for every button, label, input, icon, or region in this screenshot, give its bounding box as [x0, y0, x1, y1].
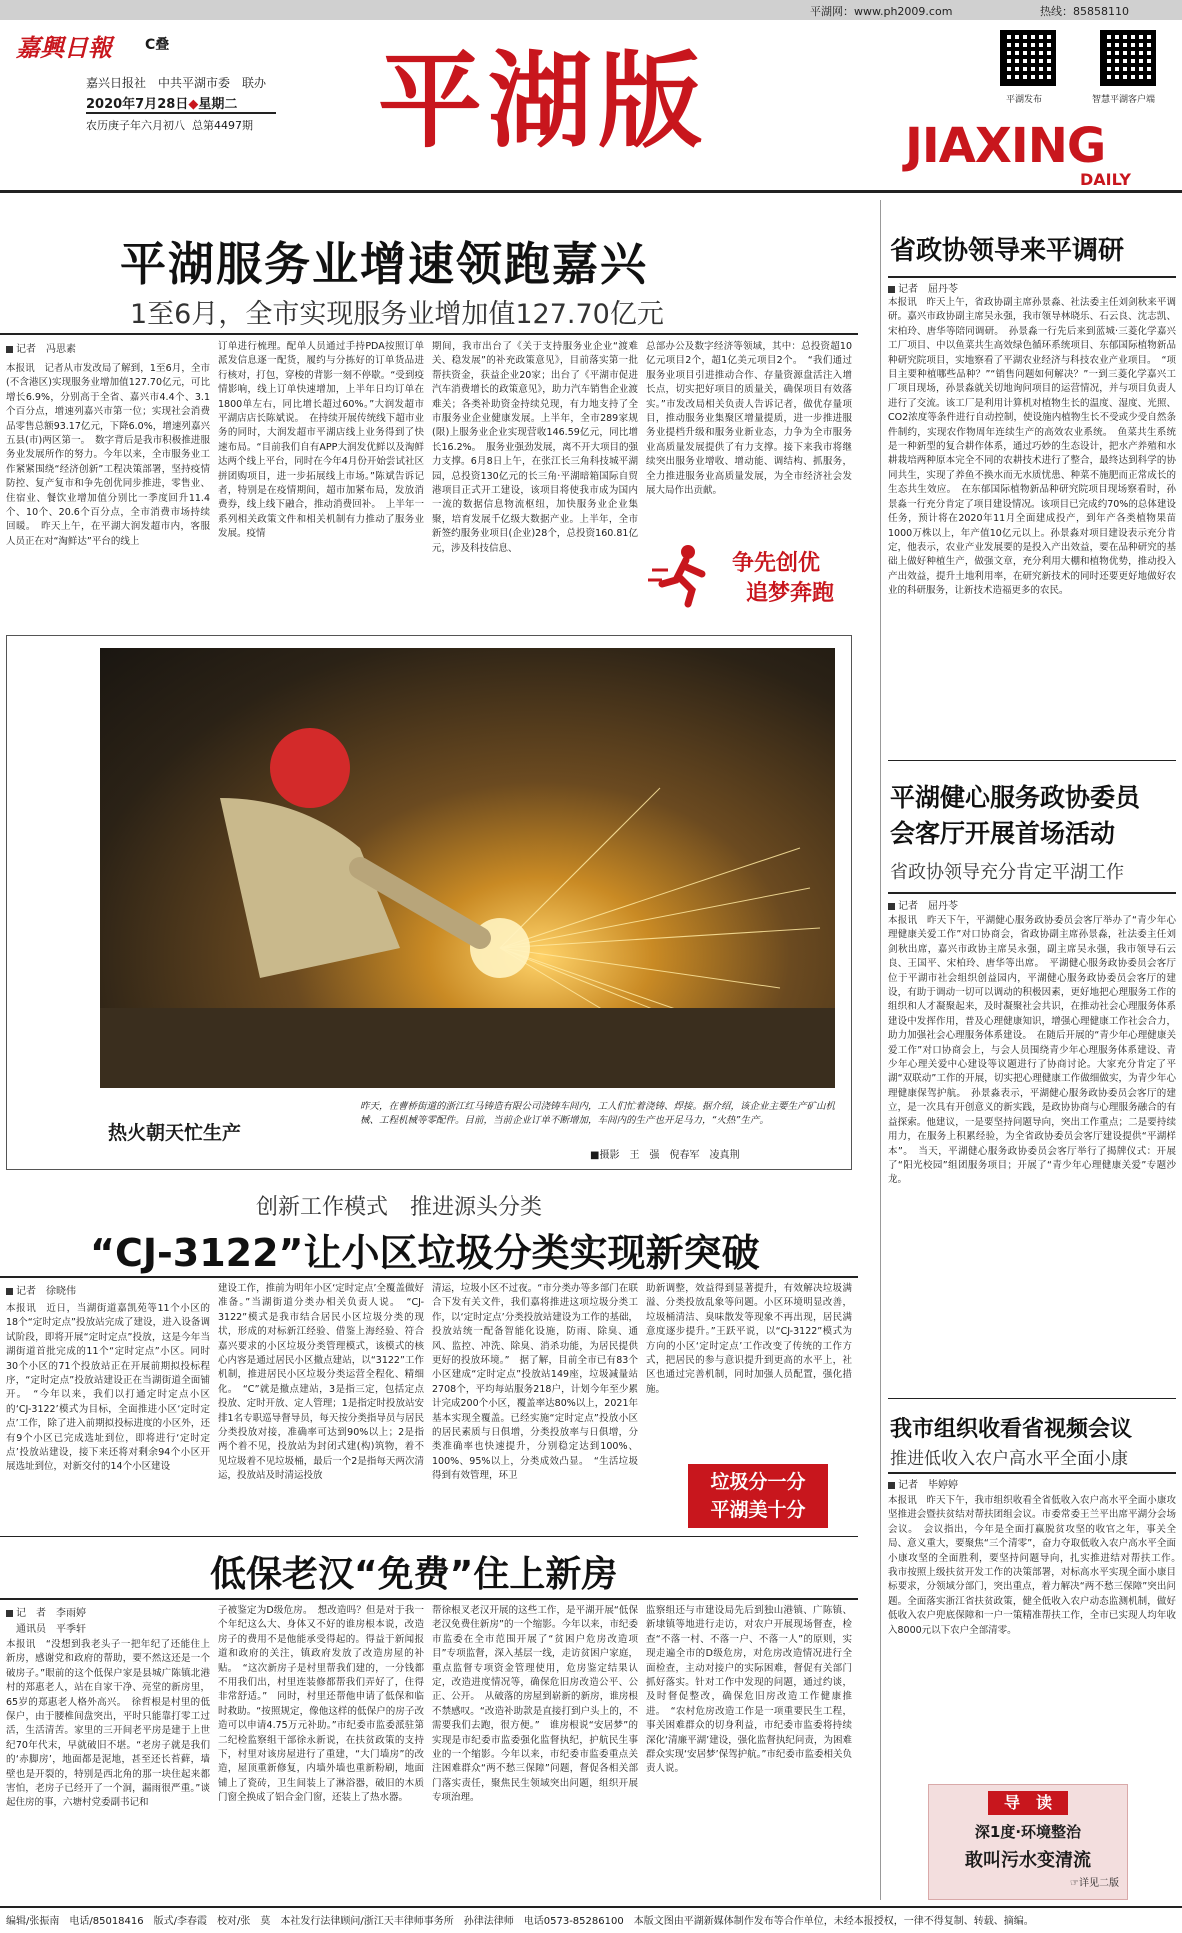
dibao-col-4: 监察组还与市建设局先后到独山港镇、广陈镇、新埭镇等地进行走访，对农户开展现场督查，检查“不落一村、不落一户、不落一人”的原则，实现走遍全市的D级危房，对危房改造情况进行全面检查，主动对接户的实际困难，督促有关部门抓好落实。针对工作中发现的问题，通过约谈，及时督促整改，确保危旧房改造工作健康推进。 “农村危房改造工作是一项重要民生工程，事关困难群众的切身利益，市纪委市监委将持续深化‘清廉平湖’建设，强化监督执纪问责，为困难群众实现‘安居梦’保驾护航。”市纪委市监委相关负责人说。 — [646, 1605, 852, 1775]
footer-text: 编辑/张振南 电话/85018416 版式/李春霞 校对/张 莫 本社发行法律顾问/浙江天丰律师事务所 孙律法律师 电话0573-85286100 本版文图由平湖新媒体制作发布等合作单位，未经本报授权，一律不得复制、转载、摘编。 — [6, 1916, 1034, 1927]
photo-foundry — [100, 648, 835, 1088]
dibao-byline-1: 记 者 李雨婷 — [6, 1604, 86, 1619]
s2-top-rule — [888, 760, 1176, 761]
s1-rule — [888, 276, 1176, 278]
s3-top-rule — [888, 1398, 1176, 1399]
s3-byline: 记者 毕婷婷 — [888, 1476, 958, 1491]
lead-col-2: 订单进行梳理。配单人员通过手持PDA按照订单派发信息逐一配货，履约与分拣好的订单货品进行核对，打包，穿梭的背影一刻不停歇。“受到疫情影响，线上订单快速增加，上半年日均订单在1800单左右，同比增长超过60%。”大润发超市平湖店店长陈斌说。 在持续开展传统线下超市业务的同时，大润发超市平湖店线上业务得到了快速布局。“目前我们自有APP大润发优鲜以及淘鲜达两个线上平台，同时在今年4月份开始尝试社区拼团购项目，进一步拓展线上市场。”陈斌告诉记者，特别是在疫情期间，超市加紧布局，发放消费券，线上线下融合，推动消费回补。 上半年一系列相关政策文件和相关机制有力推动了服务业发展。疫情 — [218, 341, 424, 540]
top-bar — [0, 0, 1182, 20]
guide-line-1: 深1度·环境整治 — [974, 1823, 1082, 1841]
s2-subheadline: 省政协领导充分肯定平湖工作 — [890, 862, 1124, 883]
s1-headline: 省政协领导来平调研 — [890, 236, 1125, 266]
dibao-headline: 低保老汉“免费”住上新房 — [210, 1554, 618, 1595]
photo-caption: 昨天，在曹桥街道的浙江红马铸造有限公司浇铸车间内，工人们忙着浇铸、焊接。据介绍，该企业主要生产矿山机械、工程机械等零配件。目前，当前企业订单不断增加，车间内的生产也开足马力，“火热”生产。 — [360, 1101, 836, 1126]
lead-col-3: 期间，我市出台了《关于支持服务业企业“渡难关、稳发展”的补充政策意见》，目前落实第一批帮扶资金，获益企业20家；出台了《平湖市促进汽车消费增长的政策意见》，助力汽车销售企业渡难关；各类补助资金持续兑现，有力地支持了全市服务业企业健康发展。上半年，全市289家规(限)上服务业企业实现营收146.59亿元，同比增长16.2%。 服务业强劲发展，离不开大项目的强力支撑。6月8日上午，在张江长三角科技城平湖园，总投资130亿元的长三角·平湖暗箱国际自贸港项目正式开工建设，该项目将使我市成为国内一流的数据信息物流枢纽，加快服务业企业集聚，培育发展千亿级大数据产业。上半年，全市新签约服务业项目(企业)28个，总投资160.81亿元，涉及科技信息、 — [432, 341, 638, 554]
s1-byline: 记者 屈丹苓 — [888, 280, 958, 295]
s2-body: 本报讯 昨天下午，平湖健心服务政协委员会客厅举办了“青少年心理健康关爱工作”对口协商会，省政协副主席孙景淼，社法委主任刘剑秋出席，嘉兴市政协主席吴永强，副主席吴永强，我市领导石云良、王国平、宋柏玲、唐华等出席。 平湖健心服务政协委员会客厅位于平湖市社会组织创益园内，平湖健心服务政协委员会客厅的建设，有助于调动一切可以调动的积极因素，更好地把心理服务工作的组织和人才凝聚起来，及时凝聚社会共识，在推动社会心理服务体系建设中发挥作用，普及心理健康知识，增强心理健康工作社会合力，助力加强社会心理服务体系建设。 在随后开展的“青少年心理健康关爱工作”对口协商会上，与会人员围绕青少年心理服务体系建设、青少年心理关爱中心建设等议题进行了协商讨论。大家充分肯定了平湖“双联动”工作的开展，切实把心理健康工作做细做实，为青少年心理健康保驾护航。 孙景淼表示，平湖健心服务政协委员会客厅的建立，是一次具有开创意义的新实践，是政协协商与心理服务融合的有益探索。他建议，一是要坚持问题导向，突出工作重点；二是要持续用力，在服务上积累经验，为全省政协委员会客厅建设提供“平湖样本”。 当天，平湖健心服务政协委员会客厅举行了揭牌仪式：开展了“阳光校园”组团服务项目；开展了“青少年心理健康关爱”专题沙龙。 — [888, 915, 1176, 1186]
photo-title: 热火朝天忙生产 — [108, 1122, 242, 1144]
s1-body: 本报讯 昨天上午，省政协副主席孙景淼、社法委主任刘剑秋来平调研。嘉兴市政协副主席吴永强，我市领导林晓乐、石云良、沈志凯、宋柏玲、唐华等陪同调研。 孙景淼一行先后来到蓝城·三菱化学嘉兴工厂项目、中以鱼菜共生高效绿色循环系统项目、东郁国际植物新品种研究院项目，实地察看了平湖农业经济与科技农业产业项目。 “项目主要种植哪些品种？”“销售问题如何解决？”一到三菱化学嘉兴工厂项目现场，孙景淼就关切地询问项目的运营情况，并与项目负责人进行了交流。该工厂是利用计算机对植物生长的温度、湿度、光照、CO2浓度等条件进行自动控制，使设施内植物生长不受或少受自然条件制约，实现农作物周年连续生产的高效农业系统。 鱼菜共生系统是一种新型的复合耕作体系，通过巧妙的生态设计，把水产养殖和水耕栽培两种原本完全不同的农耕技术进行了整合，最终达到科学的协同共生，实现了养鱼不换水而无水质忧患、种菜不施肥而正常成长的生态共生效应。 在东郁国际植物新品种研究院项目现场察看时，孙景淼一行充分肯定了项目建设情况。该项目已完成约70%的总体建设任务，预计将在2020年11月全面建成投产，到年产各类植物果苗1000万株以上，年产值10亿元以上。孙景淼对项目建设表示充分肯定，他表示，农业产业发展要的是投入产出效益，要在品种研究的基础上做好种植生产，做强文章，充分利用大棚和植物优势，推动投入产出效益，提升土地利用率，在研究新技术的同时还要更好地做好农业的科研服务，让新技术造福更多的农民。 — [888, 297, 1176, 597]
lunar-date: 农历庚子年六月初八 — [86, 119, 185, 132]
guide-title: 导 读 — [988, 1791, 1068, 1815]
garbage-kicker: 创新工作模式 推进源头分类 — [256, 1195, 543, 1220]
guide-line-2: 敢叫污水变清流 — [965, 1850, 1091, 1871]
garbage-badge-line-1: 垃圾分一分 — [710, 1471, 806, 1493]
lead-col-4: 总部办公及数字经济等领域，其中：总投资超10亿元项目2个，超1亿美元项目2个。 “我们通过服务业项目引进推动合作、存量资源盘活注入增长点，切实把好项目的质量关，确保项目有效落实。”市发改局相关负责人告诉记者，做优存量项目，推动服务业集聚区增量提质，进一步推进服务业提档升级和服务业新业态，力争为全市服务业高质量发展提供了有力支撑。接下来我市将继续突出服务业增收、增动能、调结构、抓服务，全力推进服务业高质量发展，为全市经济社会发展大局作出贡献。 — [646, 341, 852, 497]
s2-headline-2: 会客厅开展首场活动 — [890, 819, 1116, 848]
weekday: 星期二 — [198, 97, 238, 112]
garbage-rule — [0, 1276, 858, 1278]
garbage-col-3: 清运，垃圾小区不过夜。“市分类办等多部门在联合下发有关文件，我们嘉将推进这项垃圾分类工作，以‘定时定点’分类投放站建设为工作的基础，投放站统一配备智能化设施，防雨、除臭、通风、监控、冲洗、除臭、消杀功能，为居民提供更好的投放环境。” 据了解，目前全市已有83个小区建成“定时定点”投放站149座，垃圾减量站2708个，平均每站服务218户，计划今年至少累计完成200个小区，覆盖率达80%以上，2021年基本实现全覆盖。已经实施“定时定点”投放小区的居民素质与日俱增，分类投放率与日俱增，分类准确率也快速提升，分别稳定达到100%、100%、95%以上，分类成效凸显。 “生活垃圾得到有效管理，环卫 — [432, 1283, 638, 1482]
runner-icon — [648, 540, 718, 610]
masthead-rule — [0, 190, 1182, 193]
qr-label-fabu: 平湖发布 — [1006, 95, 1043, 105]
badge-line-2: 追梦奔跑 — [746, 581, 835, 606]
garbage-headline: “CJ-3122”让小区垃圾分类实现新突破 — [90, 1231, 760, 1275]
top-bar-website: 平湖网：www.ph2009.com — [810, 5, 953, 18]
s3-body: 本报讯 昨天下午，我市组织收看全省低收入农户高水平全面小康攻坚推进会暨扶贫结对帮扶团组会议。市委常委王兰平出席平湖分会场会议。 会议指出，今年是全面打赢脱贫攻坚的收官之年，事关全局、意义重大，要聚焦“三个清零”，奋力夺取低收入农户高水平全面小康攻坚的全面胜利，要坚持问题导向，扎实推进结对帮扶工作。 我市按照上级扶贫开发工作的决策部署，对标高水平实现全面小康目标要求，分领域分部门，突出重点，着力解决“两不愁三保障”突出问题。全面落实浙江省扶贫政策，健全低收入农户动态监测机制，做好低收入农户兜底保障和一户一策精准帮扶工作，全市已实现人均年收入8000元以下农户全部清零。 — [888, 1495, 1176, 1636]
dibao-byline-2: 通讯员 平季轩 — [16, 1624, 86, 1635]
qr-label-app: 智慧平湖客户端 — [1092, 95, 1156, 105]
lead-byline: 记者 冯思素 — [6, 340, 76, 355]
column-separator — [880, 200, 881, 1900]
garbage-col-4: 助新调整，效益得到显著提升，有效解决垃圾满溢、分类投放乱象等问题。小区环境明显改善，垃圾桶清洁、臭味散发等现象不再出现，居民满意度逐步提升。”王跃平说，以“CJ-3122”模式为方向的小区‘定时定点’工作改变了传统的工作方式，把居民的参与意识提升到更高的水平上，社区也通过完善机制，同时加强人员配置，强化措施。 — [646, 1283, 852, 1395]
publishers: 嘉兴日报社 中共平湖市委 联办 — [86, 76, 267, 90]
s2-rule — [888, 892, 1176, 894]
s3-headline: 我市组织收看省视频会议 — [890, 1417, 1133, 1442]
lunar-line — [86, 117, 253, 133]
s2-headline-1: 平湖健心服务政协委员 — [890, 783, 1141, 812]
photo-credit: ■摄影 王 强 倪春军 凌真荆 — [590, 1150, 740, 1161]
garbage-byline: 记者 徐晓伟 — [6, 1282, 76, 1297]
dibao-col-2: 子被鉴定为D级危房。 想改造吗？但是对于我一个年纪这么大、身体又不好的谁房根本说，改造房子的费用不是他能承受得起的。得益于新闻报道和政府的关注，镇政府发放了改造房屋的补贴。 “这次新房子是村里帮我们建的，一分钱都不用我们出，村里连装修都帮我们弄好了，住得非常舒适。” 同时，村里还帮他申请了低保和临时救助。“按照规定，像他这样的低保户的房子改造可以申请4.75万元补助。”市纪委市监委派驻第二纪检监察组干部徐永新说，在扶贫政策的支持下，村里对该房屋进行了重建，“大门墙房”的改造，屋顶重新修复，内墙外墙也重新粉刷，地面铺上了瓷砖，卫生间装上了淋浴器，破旧的木质门窗全换成了铝合金门窗，还装上了热水器。 — [218, 1605, 424, 1804]
garbage-col-1: 本报讯 近日，当湖街道嘉凯苑等11个小区的18个“定时定点”投放站完成了建设，进入设备调试阶段，即将开展“定时定点”投放，这是今年当湖街道首批完成的11个“定时定点”小区。同时30个小区的71个投放站正在开展前期拟投标程序，“定时定点”投放站建设正在当湖街道全面铺开。 “今年以来，我们以打通定时定点小区的‘CJ-3122’模式为目标，全面推进小区‘定时定点’工作，除了进入前期拟投标进度的小区外，还有9个小区已完成选址到位，即将进行‘定时定点’投放站建设，接下来还将对剩余94个小区开展选址到位，对新交付的14个小区建设 — [6, 1303, 210, 1473]
brand-jiaxing: JIAXING — [905, 118, 1106, 174]
dibao-col-3: 帮徐根叉老汉开展的这些工作，是平湖开展“低保老汉免费住新房”的一个缩影。今年以来，市纪委市监委在全市范围开展了“贫困户危房改造项目”专项监督，深入基层一线，走访贫困户家庭，重点监督专项资金管理使用，危房鉴定结果认定，改造进度情况等，确保危旧房改造公平、公正、公开。 从破落的房屋到崭新的新房，谁房根不禁感叹。“改造补助款是直接打到户头上的，不需要我们去跑，很方便。” 谁房根说“安居梦”的实现是市纪委市监委强化监督执纪，护航民生事业的一个缩影。今年以来，市纪委市监委重点关注困难群众“两不愁三保障”问题，督促各相关部门落实责任，聚焦民生领域突出问题，组织开展专项治理。 — [432, 1605, 638, 1804]
s3-rule — [888, 1472, 1176, 1474]
issue-date: 2020年7月28日 — [86, 97, 189, 112]
garbage-badge — [688, 1464, 828, 1528]
dibao-rule — [0, 1598, 858, 1600]
date-line: 2020年7月28日◆星期二 — [86, 97, 238, 112]
brand-daily: DAILY — [1080, 170, 1131, 189]
edition-title: 平湖版 — [378, 39, 709, 162]
footer-rule — [0, 1906, 1182, 1908]
guide-box[interactable] — [928, 1784, 1128, 1900]
issue-number: 总第4497期 — [192, 119, 253, 132]
dibao-top-rule — [0, 1536, 858, 1537]
dibao-col-1: 本报讯 “没想到我老头子一把年纪了还能住上新房，感谢党和政府的帮助，要不然这还是一个破房子。”眼前的这个低保户家是县城广陈镇北港村的郑惠老人，站在自家干净、亮堂的新房里，65岁的郑惠老人格外高兴。 徐哲根是村里的低保户，由于腰椎间盘突出，平时只能靠打零工过活，生活清苦。家里的三开间老平房是建于上世纪70年代末，早就破旧不堪。“老房子就是我们的‘赤脚房’，地面都是泥地，甚至还长苔藓，墙壁也是开裂的，特别是西北角的那一块住起来都害怕，老房子已经开了一个洞，漏雨很严重。”谈起住房的事，六塘村党委副书记和 — [6, 1639, 210, 1809]
badge-line-1: 争先创优 — [732, 551, 821, 576]
date-underline — [86, 112, 276, 114]
paper-name: 嘉興日報 — [16, 33, 112, 62]
top-bar-hotline: 热线：85858110 — [1040, 5, 1129, 18]
garbage-badge-line-2: 平湖美十分 — [710, 1499, 806, 1521]
qr-code-app[interactable] — [1100, 30, 1156, 86]
qr-code-fabu[interactable] — [1000, 30, 1056, 86]
lead-subheadline: 1至6月，全市实现服务业增加值127.70亿元 — [130, 299, 664, 330]
lead-rule — [0, 333, 858, 335]
s2-byline: 记者 屈丹苓 — [888, 897, 958, 912]
lead-headline: 平湖服务业增速领跑嘉兴 — [120, 237, 648, 291]
lead-col-1: 本报讯 记者从市发改局了解到，1至6月，全市(不含港区)实现服务业增加值127.70亿元，可比增长6.9%，分别高于全省、嘉兴市4.4个、3.1个百分点，增速列嘉兴市第一位；实现社会消费品零售总额93.17亿元，下降6.0%，增速列嘉兴五县(市)两区第一。 数字背后是我市积极推进服务业发展所作的努力。今年以来，全市服务业工作紧紧围绕“经济创新”工程决策部署，坚持疫情防控、复产复市和争先创优同步推进，零售业、住宿业、餐饮业增加值分别比一季度回升11.4个、10个、20.6个百分点，全市消费市场持续回暖。 昨天上午，在平湖大润发超市内，客服人员正在对“淘鲜达”平台的线上 — [6, 363, 210, 547]
garbage-col-2: 建设工作，推前为明年小区‘定时定点’全覆盖做好准备。”当湖街道分类办相关负责人说。 “CJ-3122”模式是我市结合居民小区垃圾分类的现状，形成的对标新江经验、借鉴上海经验、符合嘉兴要求的小区垃圾分类管理模式，该模式的核心内容是通过居民小区撤点建站，以“3122”工作机制，推进居民小区垃圾分类运营全程化、精细化。 “C”就是撤点建站，3是指三定，包括定点投放、定时开放、定人管理；1是指定时投放站安排1名专职巡导督导员，每天按分类指导员与居民分类投放对接，准确率可达到90%以上；2是指两个着不见，投放站为封闭式建(构)筑物，着不见垃圾着不见垃圾桶，最后一个2是指每天两次清运，投放站及时清运投放 — [218, 1283, 424, 1482]
s3-subheadline: 推进低收入农户高水平全面小康 — [890, 1449, 1128, 1469]
section-letter: C叠 — [145, 37, 170, 53]
guide-ref: ☞详见二版 — [1070, 1878, 1119, 1889]
